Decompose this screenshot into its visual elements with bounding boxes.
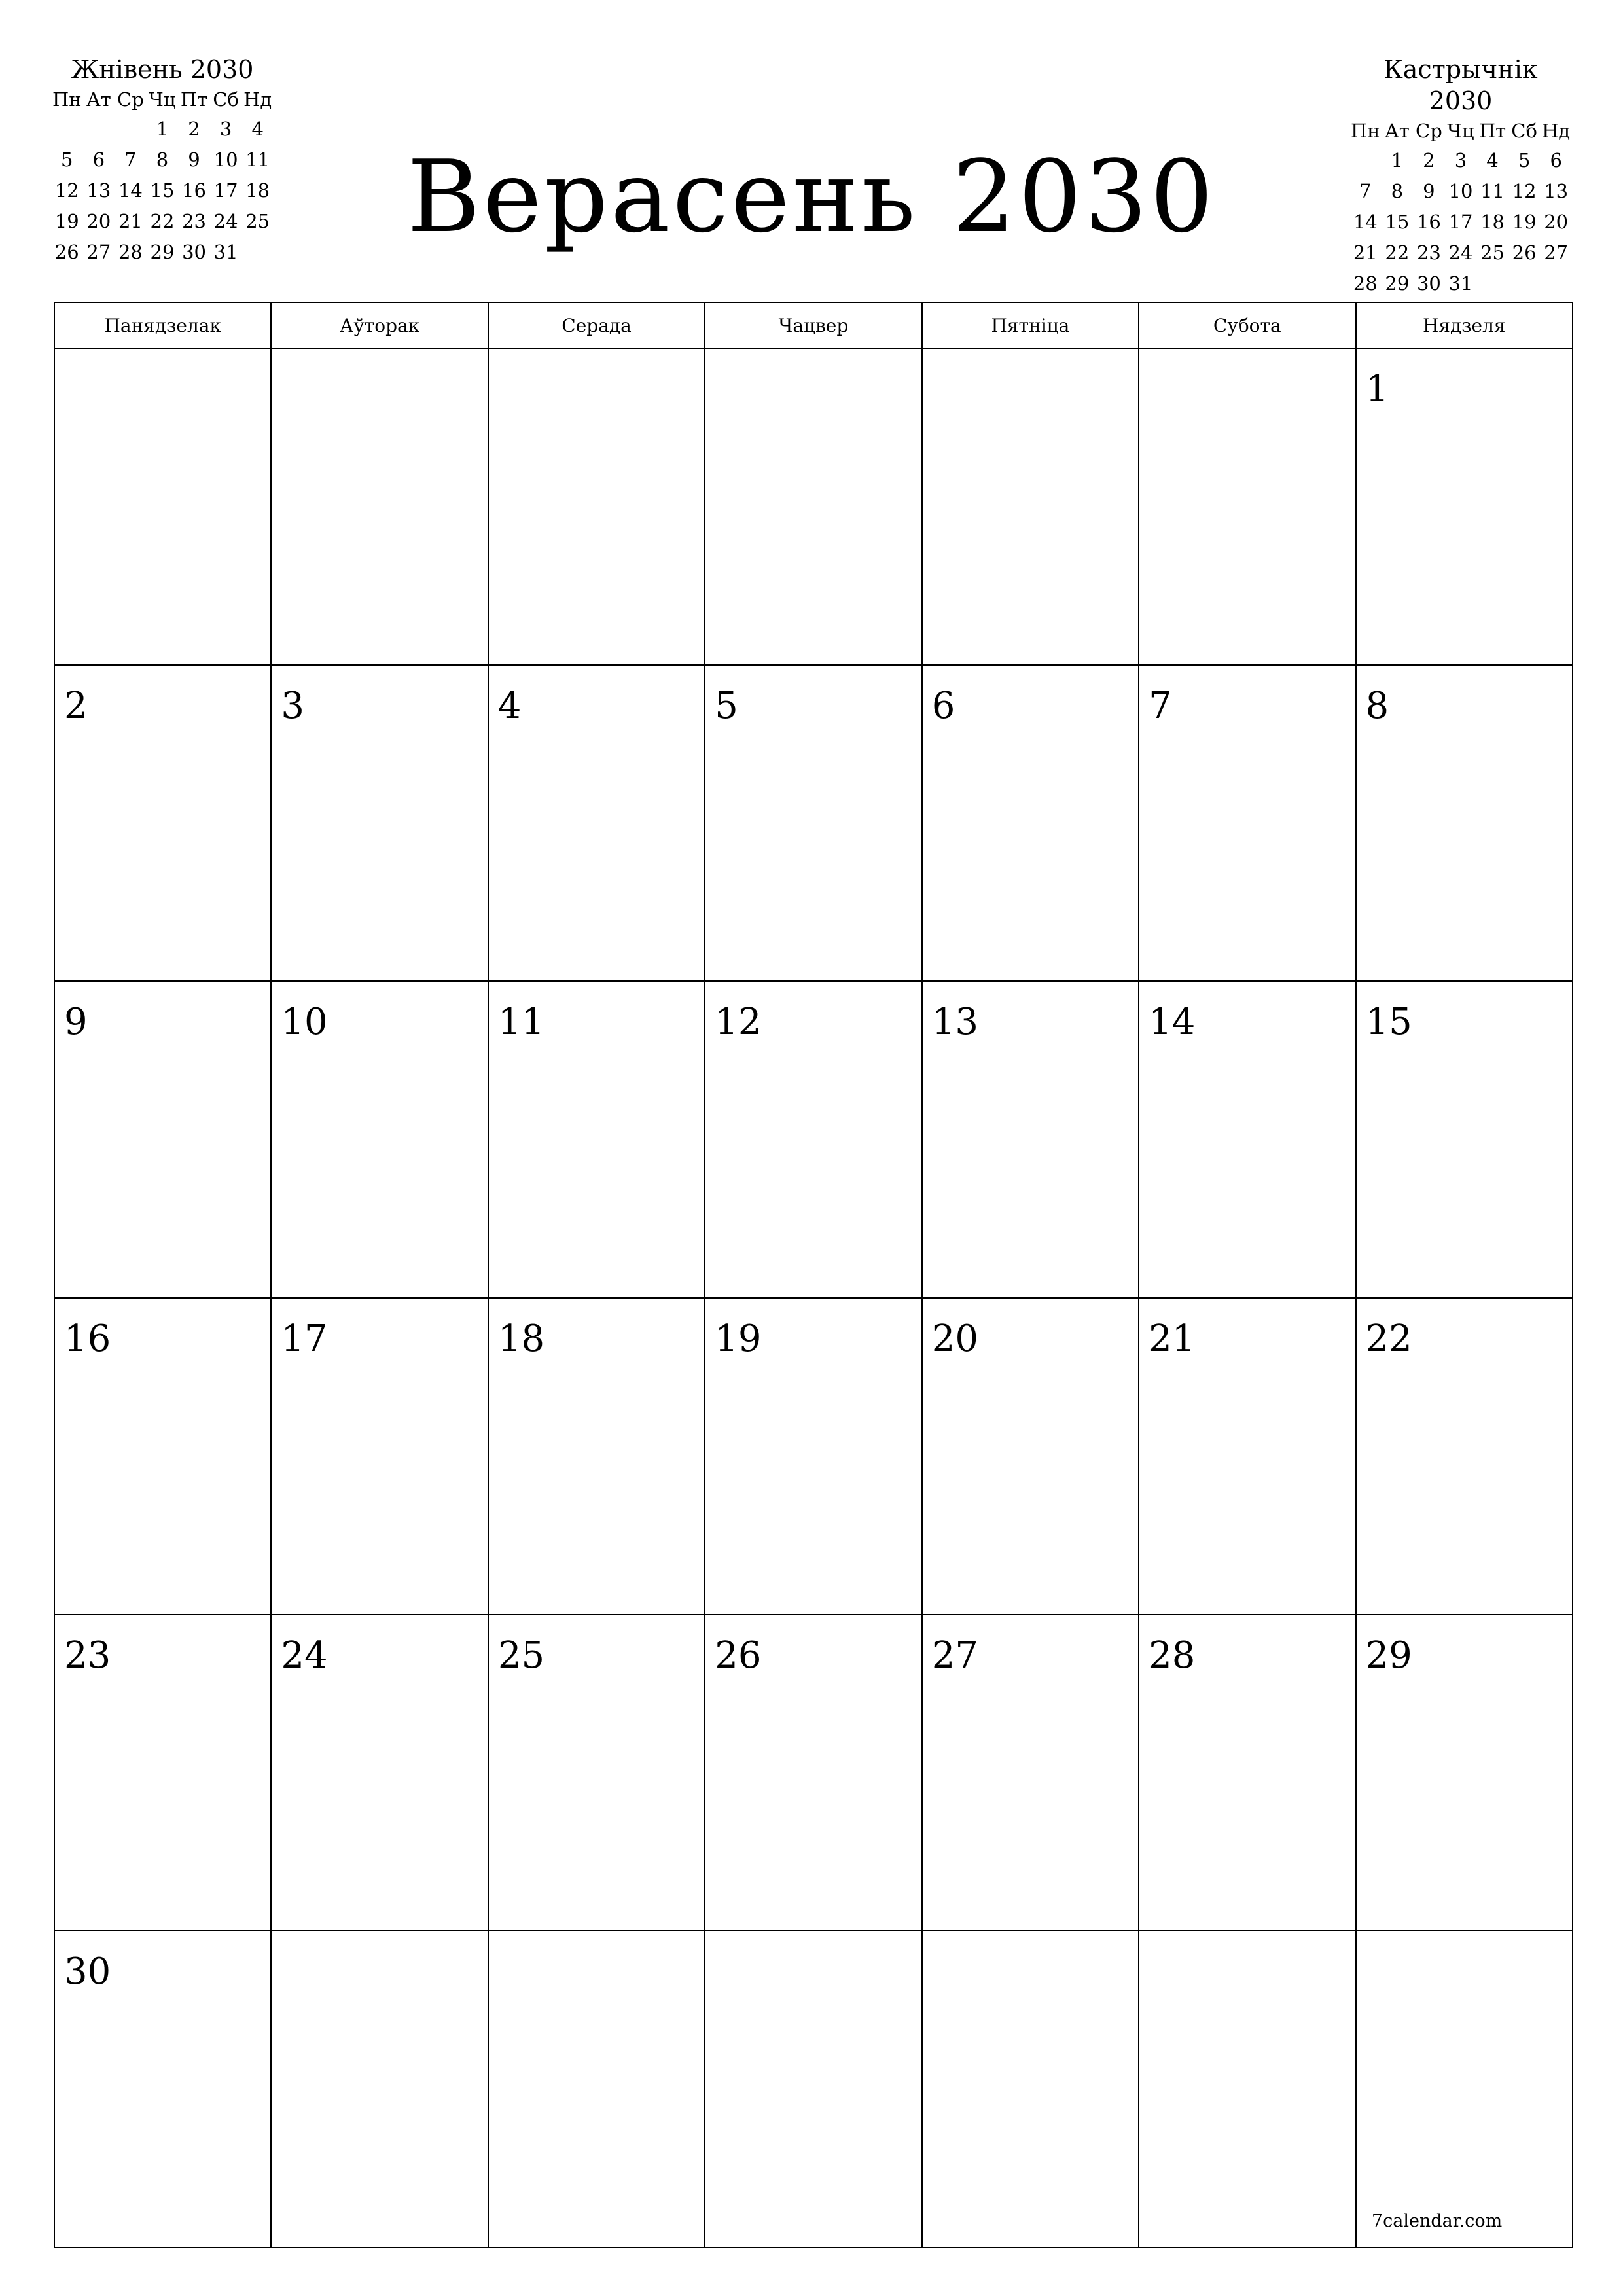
- day-cell: [1139, 1615, 1355, 1931]
- day: 5: [61, 149, 73, 171]
- day: 16: [182, 179, 206, 202]
- day: 18: [1480, 211, 1505, 233]
- day-number: 23: [64, 1634, 111, 1677]
- day-number: 19: [715, 1318, 762, 1361]
- day: 2: [188, 118, 200, 140]
- day: 30: [182, 241, 206, 263]
- day-number: 30: [64, 1950, 111, 1994]
- day: 15: [150, 179, 175, 202]
- week-row: [54, 1298, 1573, 1615]
- day: 17: [213, 179, 238, 202]
- day: 19: [1512, 211, 1537, 233]
- day: 31: [1448, 272, 1473, 295]
- week-row: [54, 665, 1573, 982]
- day-number: 24: [281, 1634, 328, 1677]
- day: [1476, 268, 1508, 299]
- day: 23: [182, 210, 206, 232]
- day: 13: [86, 179, 111, 202]
- day: 10: [1448, 180, 1473, 202]
- day: 31: [213, 241, 238, 263]
- day-cell: [1139, 348, 1355, 665]
- day-cell: [1356, 1931, 1573, 2248]
- day: 26: [54, 241, 79, 263]
- day-number: 1: [1365, 368, 1389, 411]
- week-row: [54, 1931, 1573, 2248]
- day: 20: [86, 210, 111, 232]
- day-number: 29: [1365, 1634, 1412, 1677]
- day: 9: [1423, 180, 1435, 202]
- day-cell: [922, 1931, 1139, 2248]
- day-cell: [488, 1931, 705, 2248]
- weekday-label: Нд: [1542, 120, 1571, 142]
- day: 7: [1359, 180, 1372, 202]
- day-cell: [54, 981, 271, 1298]
- day: 8: [156, 149, 169, 171]
- day-number: 12: [715, 1001, 762, 1044]
- day: 10: [213, 149, 238, 171]
- day: 27: [1544, 242, 1569, 264]
- day-number: 4: [497, 684, 522, 727]
- day-number: 20: [931, 1318, 978, 1361]
- day: 17: [1448, 211, 1473, 233]
- day-cell: [1356, 1615, 1573, 1931]
- day-cell: [271, 348, 488, 665]
- day: 28: [118, 241, 143, 263]
- day: 14: [1353, 211, 1378, 233]
- day-number: 22: [1365, 1318, 1412, 1361]
- day-cell: [1356, 1298, 1573, 1615]
- day: 7: [124, 149, 137, 171]
- weekday-header: Панядзелак: [54, 302, 271, 348]
- day: [83, 114, 115, 145]
- day-cell: [705, 1931, 921, 2248]
- weekday-label: Пт: [180, 88, 208, 111]
- day: 16: [1416, 211, 1441, 233]
- day-number: 28: [1149, 1634, 1196, 1677]
- day: 25: [245, 210, 270, 232]
- weekday-header: Пятніца: [922, 302, 1139, 348]
- day-number: 10: [281, 1001, 328, 1044]
- day-cell: [1139, 1298, 1355, 1615]
- weekday-header: Чацвер: [705, 302, 921, 348]
- day: 4: [1486, 149, 1499, 171]
- day: 3: [1454, 149, 1467, 171]
- day-cell: [488, 981, 705, 1298]
- day-cell: [705, 981, 921, 1298]
- weekday-label: Ср: [1416, 120, 1442, 142]
- day: [115, 114, 147, 145]
- day-cell: [1356, 665, 1573, 982]
- day: 22: [1385, 242, 1410, 264]
- day: 24: [1448, 242, 1473, 264]
- day: 18: [245, 179, 270, 202]
- weekday-label: Чц: [149, 88, 176, 111]
- day: 23: [1416, 242, 1441, 264]
- day-cell: [54, 665, 271, 982]
- day-number: 17: [281, 1318, 328, 1361]
- day-cell: [705, 665, 921, 982]
- weekday-label: Сб: [1511, 120, 1537, 142]
- day: 25: [1480, 242, 1505, 264]
- day-cell: [922, 1615, 1139, 1931]
- day: 15: [1385, 211, 1410, 233]
- day: 26: [1512, 242, 1537, 264]
- day: 11: [1480, 180, 1505, 202]
- weekday-label: Пт: [1478, 120, 1507, 142]
- weekday-label: Пн: [52, 88, 82, 111]
- day: [51, 114, 83, 145]
- day-cell: [1356, 348, 1573, 665]
- day-cell: [271, 1298, 488, 1615]
- day-cell: [1356, 981, 1573, 1298]
- day-cell: [1139, 665, 1355, 982]
- day-cell: [488, 1615, 705, 1931]
- day: [1349, 145, 1382, 176]
- day-number: 8: [1365, 684, 1389, 727]
- day: 6: [1550, 149, 1562, 171]
- day-cell: [922, 1298, 1139, 1615]
- weekday-header: Серада: [488, 302, 705, 348]
- day-number: 18: [497, 1318, 545, 1361]
- day: [1508, 268, 1541, 299]
- day-cell: [705, 1615, 921, 1931]
- weekday-header: Аўторак: [271, 302, 488, 348]
- day: 1: [156, 118, 169, 140]
- day: [1540, 268, 1572, 299]
- site-credit: 7calendar.com: [1372, 2211, 1503, 2231]
- day: 21: [1353, 242, 1378, 264]
- day: 27: [86, 241, 111, 263]
- weekday-label: Ат: [86, 88, 111, 111]
- day-number: 13: [931, 1001, 978, 1044]
- day: 19: [54, 210, 79, 232]
- day-number: 9: [64, 1001, 88, 1044]
- day-cell: [922, 981, 1139, 1298]
- day-cell: [922, 348, 1139, 665]
- day: 29: [1385, 272, 1410, 295]
- day-number: 11: [497, 1001, 545, 1044]
- weekday-header: Нядзеля: [1356, 302, 1573, 348]
- mini-calendar-grid: [1349, 117, 1572, 299]
- day: 30: [1416, 272, 1441, 295]
- day-number: 7: [1149, 684, 1172, 727]
- day-number: 16: [64, 1318, 111, 1361]
- day-number: 25: [497, 1634, 545, 1677]
- week-row: [54, 348, 1573, 665]
- day: 9: [188, 149, 200, 171]
- day: 14: [118, 179, 143, 202]
- month-grid: [54, 302, 1573, 2248]
- day-cell: [1139, 981, 1355, 1298]
- day-cell: [488, 1298, 705, 1615]
- day: 6: [92, 149, 105, 171]
- day: 12: [54, 179, 79, 202]
- mini-calendar-title: Жнівень 2030: [71, 55, 254, 84]
- weekday-label: Сб: [213, 88, 239, 111]
- day: 21: [118, 210, 143, 232]
- day: 11: [245, 149, 270, 171]
- day: 3: [219, 118, 232, 140]
- weekday-label: Чц: [1447, 120, 1474, 142]
- day: 8: [1391, 180, 1404, 202]
- day: 29: [150, 241, 175, 263]
- day-cell: [1139, 1931, 1355, 2248]
- day-cell: [54, 1298, 271, 1615]
- day: 12: [1512, 180, 1537, 202]
- day: 1: [1391, 149, 1404, 171]
- weekday-label: Пн: [1350, 120, 1380, 142]
- weekday-label: Ср: [117, 88, 144, 111]
- weekday-header-row: [54, 302, 1573, 348]
- day: 22: [150, 210, 175, 232]
- day: 4: [251, 118, 264, 140]
- day-cell: [271, 1931, 488, 2248]
- day-number: 21: [1149, 1318, 1196, 1361]
- day-cell: [922, 665, 1139, 982]
- week-row: [54, 981, 1573, 1298]
- day-cell: [54, 1615, 271, 1931]
- day-cell: [488, 348, 705, 665]
- day: 24: [213, 210, 238, 232]
- day-cell: [54, 348, 271, 665]
- weekday-header: Субота: [1139, 302, 1355, 348]
- day-number: 26: [715, 1634, 762, 1677]
- day-number: 5: [715, 684, 738, 727]
- day: 5: [1518, 149, 1531, 171]
- day-cell: [271, 1615, 488, 1931]
- day: 13: [1544, 180, 1569, 202]
- day-cell: [271, 665, 488, 982]
- mini-calendar-title: Кастрычнік 2030: [1383, 55, 1538, 115]
- weekday-label: Ат: [1384, 120, 1410, 142]
- mini-calendar-next: [1349, 54, 1572, 299]
- day-number: 3: [281, 684, 305, 727]
- day-cell: [488, 665, 705, 982]
- day-number: 2: [64, 684, 88, 727]
- page-title: Верасень 2030: [407, 139, 1216, 255]
- day-number: 15: [1365, 1001, 1412, 1044]
- day-cell: [705, 348, 921, 665]
- day: 20: [1544, 211, 1569, 233]
- day-cell: [271, 981, 488, 1298]
- day-number: 27: [931, 1634, 978, 1677]
- day-cell: [705, 1298, 921, 1615]
- day-cell: [54, 1931, 271, 2248]
- day: 2: [1423, 149, 1435, 171]
- day-number: 14: [1149, 1001, 1196, 1044]
- weekday-label: Нд: [243, 88, 272, 111]
- week-row: [54, 1615, 1573, 1931]
- day: 28: [1353, 272, 1378, 295]
- day-number: 6: [931, 684, 955, 727]
